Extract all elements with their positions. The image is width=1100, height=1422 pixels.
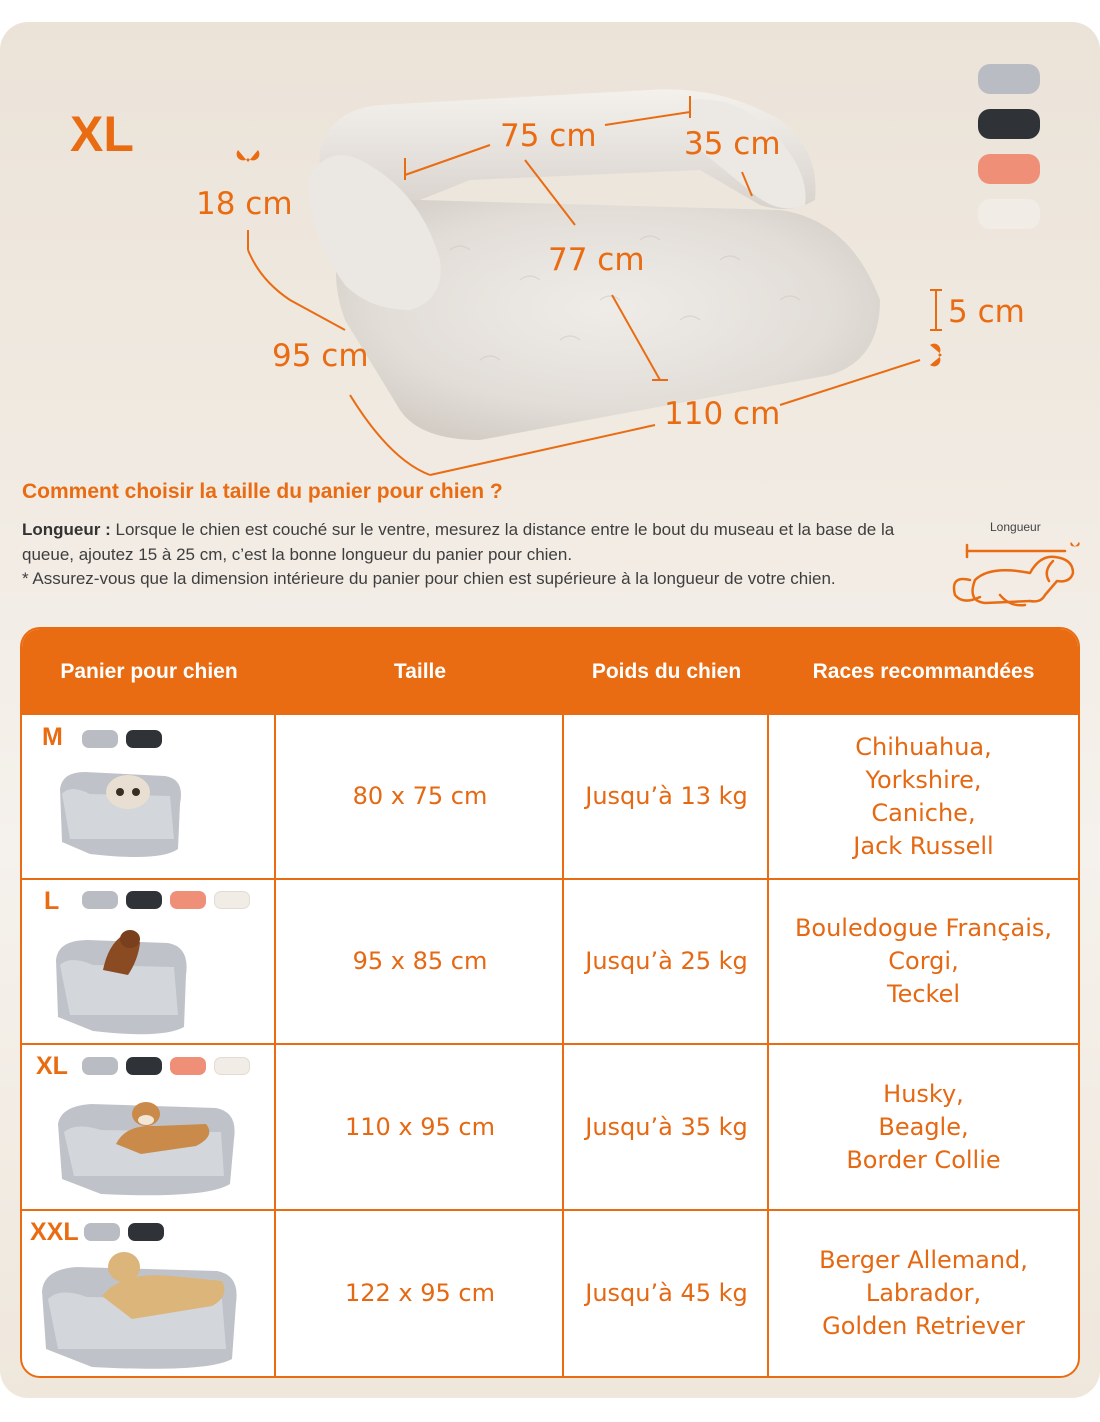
heart-marker-icon [930, 344, 942, 367]
guide-text [22, 518, 942, 592]
size-table [20, 627, 1080, 1378]
row-size-label: XXL [30, 1218, 79, 1246]
guide-note: * Assurez-vous que la dimension intérieure du panier pour chien est supérieure à la longueur de votre chien. [22, 569, 836, 588]
mini-swatch [126, 1057, 162, 1075]
heart-marker-icon [237, 150, 260, 162]
size-title: XL [70, 106, 134, 162]
mini-swatch [126, 891, 162, 909]
dog-length-icon [945, 535, 1085, 615]
row-dimensions: 80 x 75 cm [352, 782, 488, 810]
dim-arm: 35 cm [684, 126, 781, 162]
row-dimensions: 122 x 95 cm [344, 1279, 495, 1307]
breed: Berger Allemand, [819, 1246, 1028, 1274]
bed-with-dog-image [48, 915, 198, 1040]
swatch-grey [978, 64, 1040, 94]
mini-swatch [84, 1223, 120, 1241]
breed: Husky, [883, 1079, 964, 1108]
breed: Yorkshire, [865, 765, 982, 794]
breed: Beagle, [878, 1112, 969, 1141]
breed: Jack Russell [853, 831, 994, 860]
bed-with-dog-image [50, 754, 190, 864]
breed: Chihuahua, [855, 732, 992, 761]
row-size-label: XL [36, 1052, 68, 1080]
row-weight: Jusqu’à 25 kg [585, 947, 748, 975]
breed: Bouledogue Français, [794, 914, 1053, 942]
mini-swatch [82, 730, 118, 748]
swatch-white [978, 199, 1040, 229]
bed-with-dog-image [46, 1084, 246, 1204]
mini-swatch [128, 1223, 164, 1241]
row-breeds [769, 715, 1078, 878]
row-size-label: M [42, 723, 63, 751]
guide-length-label: Longueur : [22, 520, 111, 539]
dim-depth: 95 cm [272, 338, 369, 374]
dim-height: 18 cm [196, 186, 293, 222]
mini-swatch [214, 1057, 250, 1075]
breed: Teckel [886, 980, 961, 1008]
mini-swatch [170, 1057, 206, 1075]
dim-width: 110 cm [664, 396, 781, 432]
row-breeds [769, 1211, 1078, 1376]
breed: Caniche, [871, 798, 976, 827]
header-weight: Poids du chien [591, 660, 742, 683]
dog-length-caption: Longueur [990, 520, 1041, 534]
row-weight: Jusqu’à 45 kg [585, 1279, 748, 1307]
color-swatches [978, 64, 1040, 244]
row-weight: Jusqu’à 13 kg [585, 782, 748, 810]
dim-thickness: 5 cm [948, 294, 1025, 330]
mini-swatch [214, 891, 250, 909]
breed: Golden Retriever [822, 1312, 1025, 1340]
header-size: Taille [393, 660, 447, 683]
row-size-label: L [44, 887, 60, 915]
header-bed: Panier pour chien [60, 660, 238, 683]
row-breeds [769, 1045, 1078, 1209]
bed-illustration [0, 0, 1100, 480]
row-breeds [769, 880, 1078, 1043]
header-breeds: Races recommandées [812, 660, 1035, 683]
swatch-dark [978, 109, 1040, 139]
mini-swatch [82, 1057, 118, 1075]
mini-swatch [82, 891, 118, 909]
breed: Corgi, [888, 947, 959, 975]
mini-swatch [170, 891, 206, 909]
row-dimensions: 95 x 85 cm [352, 947, 488, 975]
guide-title: Comment choisir la taille du panier pour chien ? [22, 480, 503, 503]
bed-with-dog-image [32, 1241, 247, 1376]
breed: Labrador, [865, 1279, 982, 1307]
guide-length-text: Lorsque le chien est couché sur le ventre, mesurez la distance entre le bout du museau et la base de la queue, ajoutez 15 à 25 cm, c’est la bonne longueur du panier pour chien. [22, 520, 895, 564]
dim-inner-depth: 77 cm [548, 242, 645, 278]
mini-swatch [126, 730, 162, 748]
table-header [22, 629, 1078, 715]
dim-inner-width: 75 cm [500, 118, 597, 154]
swatch-pink [978, 154, 1040, 184]
row-weight: Jusqu’à 35 kg [585, 1112, 748, 1141]
breed: Border Collie [846, 1145, 1001, 1174]
row-dimensions: 110 x 95 cm [344, 1112, 495, 1141]
